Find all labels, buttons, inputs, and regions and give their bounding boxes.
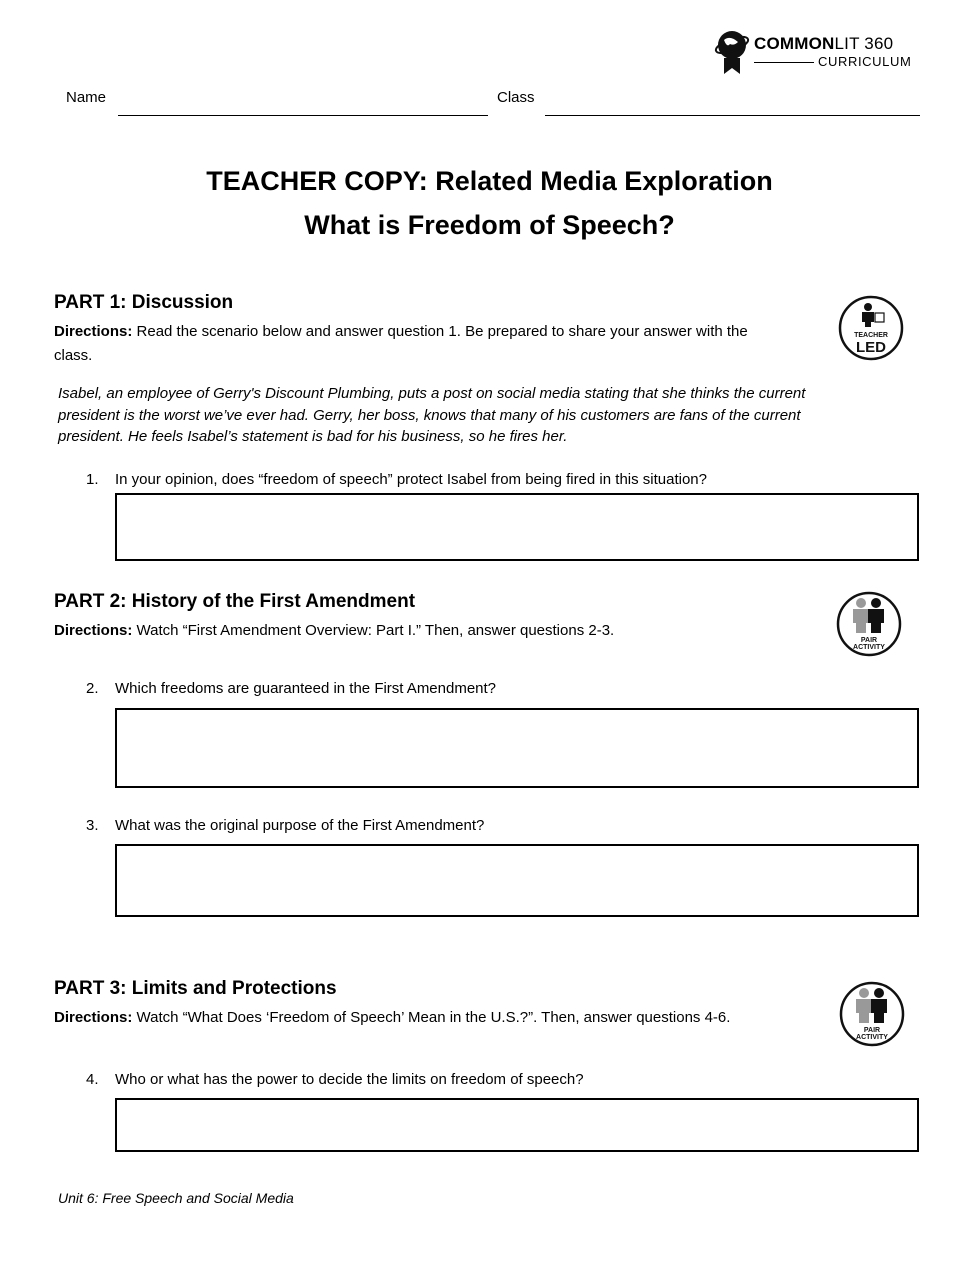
part2-directions: Directions: Watch “First Amendment Overview: Part I.” Then, answer questions 2-3. — [54, 622, 615, 639]
commonlit-logo — [714, 28, 924, 78]
page-title: TEACHER COPY: Related Media Exploration — [206, 166, 773, 196]
globe-ribbon-icon — [714, 28, 752, 76]
page-subtitle: What is Freedom of Speech? — [304, 210, 675, 240]
footer-unit: Unit 6: Free Speech and Social Media — [58, 1190, 294, 1206]
badge-text-pair: PAIR — [863, 1027, 881, 1034]
brand-sub: CURRICULUM — [818, 54, 912, 69]
part2-title: PART 2: History of the First Amendment — [54, 591, 416, 612]
q1-text: In your opinion, does “freedom of speech” protect Isabel from being fired in this situation? — [115, 471, 707, 488]
q4-number: 4. — [86, 1071, 99, 1088]
badge-text-pair: PAIR — [860, 637, 878, 644]
class-field[interactable] — [545, 115, 920, 116]
q3-number: 3. — [86, 817, 99, 834]
brand-rule — [754, 62, 814, 63]
badge-text-activity: ACTIVITY — [856, 1034, 888, 1041]
q1-number: 1. — [86, 471, 99, 488]
class-label: Class — [497, 89, 535, 106]
q3-text: What was the original purpose of the First Amendment? — [115, 817, 485, 834]
part3-title: PART 3: Limits and Protections — [54, 978, 337, 999]
badge-text-teacher: TEACHER — [854, 332, 888, 339]
q4-text: Who or what has the power to decide the limits on freedom of speech? — [115, 1071, 584, 1088]
part1-directions: Directions: Read the scenario below and answer question 1. Be prepared to share your answer with the class. — [54, 323, 748, 364]
teacher-led-badge — [838, 295, 904, 361]
q2-answer-box[interactable] — [115, 708, 919, 788]
scenario-text: Isabel, an employee of Gerry's Discount Plumbing, puts a post on social media stating that she thinks the current president is the worst we’ve ever had. Gerry, her boss, knows that many of his customers are fans of the current president. He feels Isabel’s statement is bad for his business, so he fires her. — [58, 385, 806, 445]
brand-name: COMMONLIT 360 — [754, 34, 894, 53]
q4-answer-box[interactable] — [115, 1098, 919, 1152]
teacher-led-icon — [838, 295, 904, 361]
badge-text-activity: ACTIVITY — [853, 644, 885, 651]
q2-text: Which freedoms are guaranteed in the First Amendment? — [115, 680, 497, 697]
q2-number: 2. — [86, 680, 99, 697]
pair-activity-badge-2 — [839, 981, 905, 1047]
q1-answer-box[interactable] — [115, 493, 919, 561]
q3-answer-box[interactable] — [115, 844, 919, 917]
part1-title: PART 1: Discussion — [54, 292, 234, 313]
part3-directions: Directions: Watch “What Does ‘Freedom of Speech’ Mean in the U.S.?”. Then, answer questions 4-6. — [54, 1009, 731, 1026]
name-field[interactable] — [118, 115, 488, 116]
name-label: Name — [66, 89, 107, 106]
pair-activity-icon — [839, 981, 905, 1047]
pair-activity-icon — [836, 591, 902, 657]
pair-activity-badge-1 — [836, 591, 902, 657]
badge-text-led: LED — [856, 339, 886, 356]
